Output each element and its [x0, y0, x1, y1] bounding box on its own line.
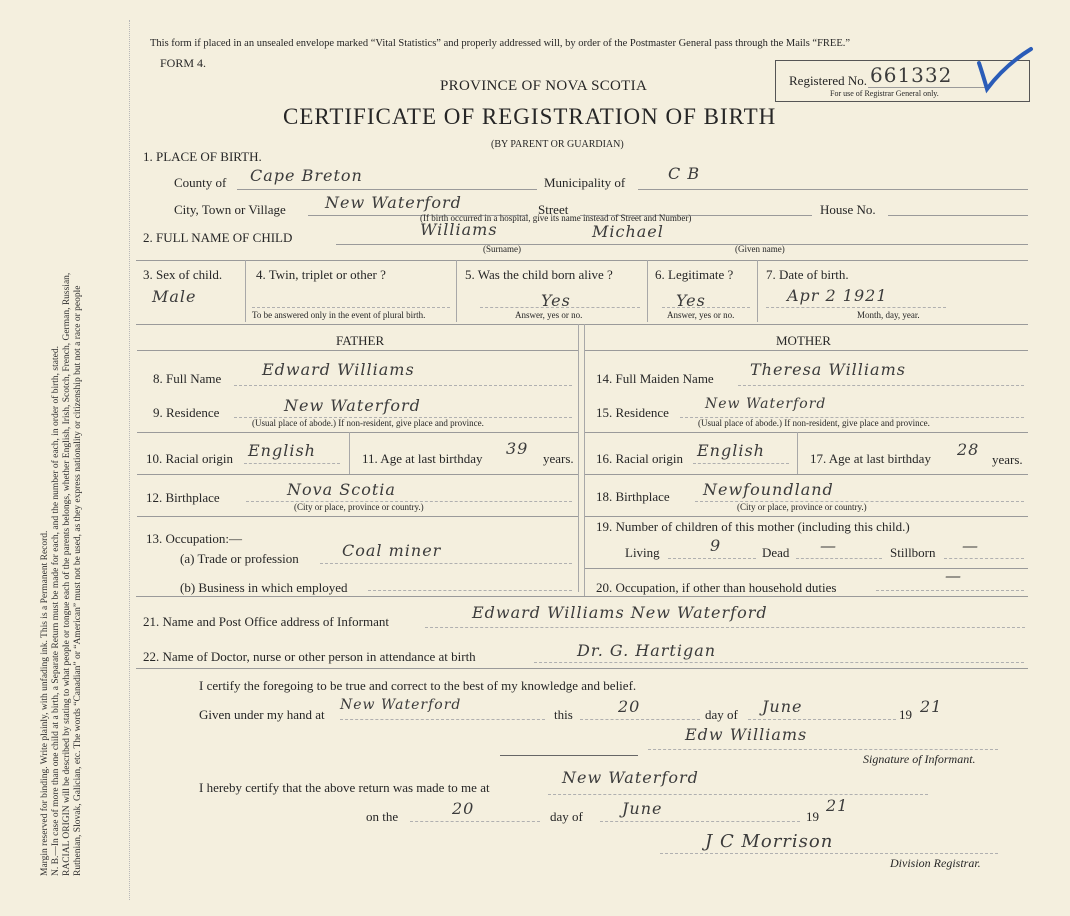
- given-month: June: [762, 697, 803, 716]
- house-label: House No.: [820, 202, 876, 217]
- legitimate-note: Answer, yes or no.: [667, 310, 735, 320]
- father-row-line-1: [137, 432, 578, 433]
- registrar-year-suffix: 21: [826, 796, 849, 815]
- twin-note: To be answered only in the event of plural birth.: [252, 310, 426, 320]
- given-day-line: [580, 719, 700, 720]
- registered-label: Registered No.: [789, 73, 867, 88]
- municipality-label: Municipality of: [544, 175, 626, 190]
- mother-residence-label: 15. Residence: [596, 405, 669, 420]
- mother-stillborn-line: [944, 558, 1024, 559]
- registrar-dayof-label: day of: [550, 809, 583, 824]
- registrar-month: June: [622, 799, 663, 818]
- father-residence-label: 9. Residence: [153, 405, 220, 420]
- child-given-name: Michael: [592, 222, 664, 241]
- row3-top-line: [136, 260, 1028, 261]
- father-row-line-2: [137, 474, 578, 475]
- mother-row-line-3: [585, 516, 1028, 517]
- father-racial: English: [248, 441, 316, 460]
- mother-heading: MOTHER: [776, 333, 831, 348]
- registrar-title: Division Registrar.: [890, 856, 981, 870]
- registrar-place-line: [548, 794, 928, 795]
- city-value: New Waterford: [325, 193, 462, 212]
- informant-line: [425, 627, 1025, 628]
- mother-living-line: [668, 558, 756, 559]
- document-subtitle: (BY PARENT OR GUARDIAN): [491, 139, 624, 150]
- municipality-line: [638, 189, 1028, 190]
- mother-age: 28: [957, 440, 980, 459]
- father-racial-label: 10. Racial origin: [146, 451, 234, 466]
- registrar-place: New Waterford: [562, 768, 699, 787]
- registrar-month-line: [600, 821, 800, 822]
- registrar-day: 20: [452, 799, 475, 818]
- form-number: FORM 4.: [160, 56, 207, 70]
- mother-birthplace-note: (City or place, province or country.): [737, 502, 867, 512]
- mother-stillborn: —: [962, 536, 979, 555]
- mother-residence-note: (Usual place of abode.) If non-resident, give place and province.: [698, 418, 930, 428]
- given-place-line: [340, 719, 545, 720]
- dob-line: [766, 307, 946, 308]
- child-surname: Williams: [420, 220, 498, 239]
- twin-line: [252, 307, 450, 308]
- father-age: 39: [506, 439, 529, 458]
- mother-racial-line: [693, 463, 789, 464]
- father-name-line: [234, 385, 572, 386]
- informant-value: Edward Williams New Waterford: [472, 603, 768, 622]
- signature-left-line: [500, 755, 638, 756]
- twin-label: 4. Twin, triplet or other ?: [256, 267, 386, 282]
- mother-dead-label: Dead: [762, 545, 790, 560]
- registrar-signature: J C Morrison: [705, 831, 834, 852]
- father-age-label: 11. Age at last birthday: [362, 451, 483, 466]
- mother-occupation-line: [876, 590, 1024, 591]
- province-heading: PROVINCE OF NOVA SCOTIA: [440, 78, 648, 94]
- binding-margin-line: [129, 20, 130, 900]
- municipality-value: C B: [668, 164, 701, 183]
- father-residence: New Waterford: [284, 396, 421, 415]
- father-name-label: 8. Full Name: [153, 371, 222, 386]
- county-line: [237, 189, 537, 190]
- legitimate-line: [662, 307, 750, 308]
- mother-racial: English: [697, 441, 765, 460]
- father-age-divider: [349, 432, 350, 474]
- mother-stillborn-label: Stillborn: [890, 545, 936, 560]
- registrar-signature-line: [660, 853, 998, 854]
- certify-statement: I certify the foregoing to be true and correct to the best of my knowledge and belief.: [199, 678, 637, 693]
- document-title: CERTIFICATE OF REGISTRATION OF BIRTH: [283, 104, 777, 129]
- father-residence-note: (Usual place of abode.) If non-resident, give place and province.: [252, 418, 484, 428]
- margin-line-1: Margin reserved for binding. Write plainly, with unfading ink. This is a Permanent Record.: [40, 530, 50, 876]
- given-year-prefix: 19: [899, 707, 912, 722]
- street-note: (If birth occurred in a hospital, give its name instead of Street and Number): [420, 213, 692, 223]
- mother-age-label: 17. Age at last birthday: [810, 451, 931, 466]
- informant-top-line: [136, 596, 1028, 597]
- given-name-note: (Given name): [735, 244, 785, 254]
- child-name-label: 2. FULL NAME OF CHILD: [143, 230, 293, 245]
- given-hand-label: Given under my hand at: [199, 707, 325, 722]
- dob-value: Apr 2 1921: [787, 286, 888, 305]
- margin-line-2: N. B.—In case of more than one child at a birth, a Separate Return must be made for each, and the number of each, in order of birth, stated.: [51, 346, 61, 876]
- sex-label: 3. Sex of child.: [143, 267, 223, 282]
- margin-instructions: [40, 40, 90, 876]
- father-trade: Coal miner: [342, 541, 442, 560]
- mother-name-label: 14. Full Maiden Name: [596, 371, 714, 386]
- margin-line-3: RACIAL ORIGIN will be described by stating to what people or tongue each of the parents belongs, whether English, Irish, Scotch, French, German, Russian,: [62, 272, 72, 876]
- given-year-suffix: 21: [920, 697, 943, 716]
- registrar-year-prefix: 19: [806, 809, 819, 824]
- father-trade-line: [320, 563, 572, 564]
- mother-racial-label: 16. Racial origin: [596, 451, 684, 466]
- registrar-day-line: [410, 821, 540, 822]
- mother-row-line-1: [585, 432, 1028, 433]
- father-name: Edward Williams: [262, 360, 415, 379]
- house-line: [888, 215, 1028, 216]
- registrar-on-label: on the: [366, 809, 399, 824]
- given-place: New Waterford: [340, 697, 462, 713]
- father-heading-line: [137, 350, 578, 351]
- father-row-line-3: [137, 516, 578, 517]
- father-heading: FATHER: [336, 333, 385, 348]
- father-occupation-label: 13. Occupation:—: [146, 531, 243, 546]
- alive-note: Answer, yes or no.: [515, 310, 583, 320]
- sex-value: Male: [152, 287, 197, 306]
- alive-value: Yes: [541, 291, 571, 310]
- mother-dead-line: [796, 558, 882, 559]
- mother-age-divider: [797, 432, 798, 474]
- legitimate-label: 6. Legitimate ?: [655, 267, 734, 282]
- mother-occupation-label: 20. Occupation, if other than household duties: [596, 580, 837, 595]
- street-label: Street: [538, 202, 569, 217]
- father-racial-line: [244, 463, 340, 464]
- mother-birthplace-label: 18. Birthplace: [596, 489, 670, 504]
- signature-label: Signature of Informant.: [863, 752, 976, 766]
- father-birthplace-note: (City or place, province or country.): [294, 502, 424, 512]
- child-name-line: [336, 244, 1028, 245]
- given-day: 20: [618, 697, 641, 716]
- mother-name: Theresa Williams: [750, 360, 906, 379]
- mother-residence: New Waterford: [705, 396, 827, 412]
- dob-note: Month, day, year.: [857, 310, 920, 320]
- col-divider-1: [245, 260, 246, 322]
- mother-heading-line: [585, 350, 1028, 351]
- mother-dead: —: [820, 536, 837, 555]
- county-value: Cape Breton: [250, 166, 363, 185]
- registrar-statement: I hereby certify that the above return was made to me at: [199, 780, 490, 795]
- col-divider-4: [757, 260, 758, 322]
- mother-row-line-2: [585, 474, 1028, 475]
- father-trade-label: (a) Trade or profession: [180, 551, 299, 566]
- doctor-value: Dr. G. Hartigan: [577, 641, 717, 660]
- mother-children-label: 19. Number of children of this mother (including this child.): [596, 519, 910, 534]
- father-years-label: years.: [543, 451, 574, 466]
- doctor-bottom-line: [136, 668, 1028, 669]
- registrar-general-note: For use of Registrar General only.: [830, 89, 939, 98]
- legitimate-value: Yes: [676, 291, 706, 310]
- alive-line: [480, 307, 640, 308]
- father-birthplace: Nova Scotia: [287, 480, 396, 499]
- checkmark-icon: [975, 45, 1035, 97]
- doctor-label: 22. Name of Doctor, nurse or other person in attendance at birth: [143, 649, 476, 664]
- mother-name-line: [738, 385, 1024, 386]
- registered-number: 661332: [870, 63, 953, 87]
- surname-note: (Surname): [483, 244, 521, 254]
- margin-line-4: Ruthenian, Slovak, Galician, etc. The words “Canadian” or “American” must not be used, as they express nationality or citizenship but not a race or people: [73, 285, 83, 876]
- mother-living: 9: [710, 536, 722, 555]
- father-business-line: [368, 590, 572, 591]
- county-label: County of: [174, 175, 227, 190]
- mother-birthplace: Newfoundland: [703, 480, 834, 499]
- mother-years-label: years.: [992, 452, 1023, 467]
- signature-line: [648, 749, 998, 750]
- mother-occupation: —: [945, 566, 962, 585]
- alive-label: 5. Was the child born alive ?: [465, 267, 613, 282]
- given-this-label: this: [554, 707, 573, 722]
- dob-label: 7. Date of birth.: [766, 267, 849, 282]
- doctor-line: [534, 662, 1024, 663]
- given-month-line: [748, 719, 896, 720]
- place-heading: 1. PLACE OF BIRTH.: [143, 149, 262, 164]
- father-business-label: (b) Business in which employed: [180, 580, 348, 595]
- col-divider-3: [647, 260, 648, 322]
- informant-signature: Edw Williams: [685, 725, 808, 744]
- informant-label: 21. Name and Post Office address of Informant: [143, 614, 389, 629]
- registered-underline: [868, 87, 988, 88]
- given-dayof-label: day of: [705, 707, 738, 722]
- father-birthplace-label: 12. Birthplace: [146, 490, 220, 505]
- mother-living-label: Living: [625, 545, 660, 560]
- city-label: City, Town or Village: [174, 202, 286, 217]
- col-divider-2: [456, 260, 457, 322]
- mail-notice: This form if placed in an unsealed envelope marked “Vital Statistics” and properly addressed will, by order of the Postmaster General pass through the Mails “FREE.”: [150, 38, 851, 49]
